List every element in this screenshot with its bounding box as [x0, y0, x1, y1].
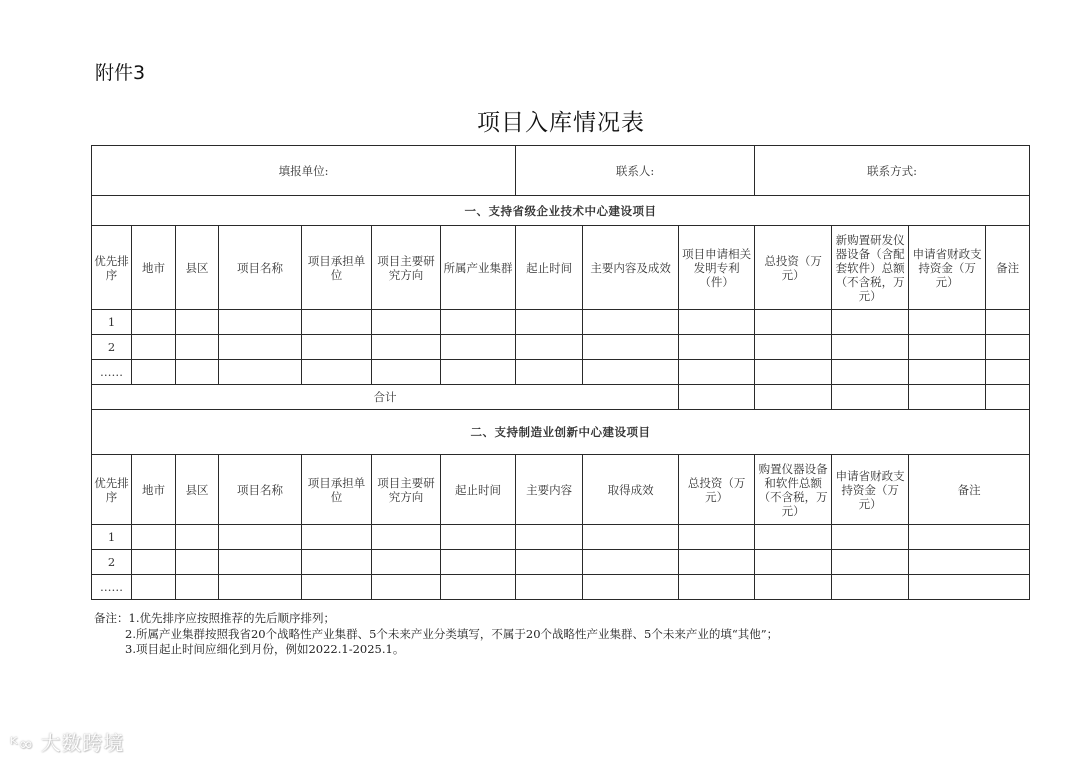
cell[interactable] — [302, 335, 372, 360]
cell[interactable] — [372, 360, 441, 385]
cell[interactable] — [176, 575, 219, 600]
row-priority: 1 — [92, 525, 132, 550]
watermark-logo-icon: ᴷ∞ — [10, 734, 35, 755]
cell[interactable] — [909, 525, 1030, 550]
cell[interactable] — [219, 575, 302, 600]
cell[interactable] — [441, 335, 516, 360]
row-priority: …… — [92, 575, 132, 600]
cell[interactable] — [679, 525, 755, 550]
cell[interactable] — [516, 310, 583, 335]
cell[interactable] — [176, 360, 219, 385]
cell[interactable] — [176, 550, 219, 575]
section2-row — [92, 575, 1030, 600]
section1-row — [92, 310, 1030, 335]
row-priority: 2 — [92, 550, 132, 575]
header-equipment-amount — [832, 226, 909, 310]
note-2: 2.所属产业集群按照我省20个战略性产业集群、5个未来产业分类填写，不属于20个战略性产业集群、5个未来产业的填“其他”； — [125, 626, 779, 641]
cell[interactable] — [583, 360, 679, 385]
cell[interactable] — [583, 310, 679, 335]
note-line-3 — [94, 642, 778, 658]
cell[interactable] — [302, 360, 372, 385]
fill-unit-label: 填报单位: — [278, 163, 329, 178]
header-period: 起止时间 — [516, 226, 583, 310]
cell[interactable] — [176, 310, 219, 335]
section2-title: 二、支持制造业创新中心建设项目 — [92, 410, 1030, 455]
document-title: 项目入库情况表 — [477, 110, 645, 136]
cell[interactable] — [132, 360, 176, 385]
notes — [94, 611, 778, 658]
header-fiscal-support: 申请省财政支持资金（万元） — [909, 226, 986, 310]
header-priority: 优先排序 — [92, 226, 132, 310]
cell[interactable] — [909, 360, 986, 385]
section2-header-row — [92, 455, 1030, 525]
cell[interactable] — [219, 335, 302, 360]
cell[interactable] — [986, 360, 1030, 385]
cell[interactable] — [302, 310, 372, 335]
cell[interactable] — [755, 360, 832, 385]
cell[interactable] — [372, 310, 441, 335]
header-county: 县区 — [176, 455, 219, 525]
header-research-direction: 项目主要研究方向 — [372, 226, 441, 310]
cell[interactable] — [372, 550, 441, 575]
cell[interactable] — [219, 550, 302, 575]
cell[interactable] — [832, 360, 909, 385]
header-project-name: 项目名称 — [219, 455, 302, 525]
cell[interactable] — [679, 310, 755, 335]
header-equipment-software-amount: 购置仪器设备和软件总额（不含税，万元） — [755, 455, 832, 525]
cell[interactable] — [516, 550, 583, 575]
cell[interactable] — [516, 525, 583, 550]
cell[interactable] — [302, 550, 372, 575]
header-fiscal-support: 申请省财政支持资金（万元） — [832, 455, 909, 525]
contact-person-label: 联系人: — [615, 163, 655, 178]
cell[interactable] — [986, 335, 1030, 360]
cell[interactable] — [832, 525, 909, 550]
header-results: 取得成效 — [583, 455, 679, 525]
total-equipment[interactable] — [832, 385, 909, 410]
cell[interactable] — [441, 525, 516, 550]
cell[interactable] — [219, 360, 302, 385]
header-equipment-amount-text: 新购置研发仪器设备（含配套软件）总额（不含税，万元） — [835, 232, 905, 303]
cell[interactable] — [372, 575, 441, 600]
note-1: 1.优先排序应按照推荐的先后顺序排列； — [128, 611, 335, 625]
contact-method-label: 联系方式: — [867, 163, 918, 178]
header-industry-cluster: 所属产业集群 — [441, 226, 516, 310]
row-priority: …… — [92, 360, 132, 385]
header-remarks: 备注 — [909, 455, 1030, 525]
cell[interactable] — [516, 360, 583, 385]
row-priority: 2 — [92, 335, 132, 360]
cell[interactable] — [441, 575, 516, 600]
cell[interactable] — [176, 525, 219, 550]
cell[interactable] — [909, 575, 1030, 600]
section1-row — [92, 335, 1030, 360]
cell[interactable] — [516, 575, 583, 600]
cell[interactable] — [755, 335, 832, 360]
cell[interactable] — [441, 550, 516, 575]
note-line-2 — [94, 627, 778, 643]
header-city: 地市 — [132, 226, 176, 310]
cell[interactable] — [679, 550, 755, 575]
section1-row — [92, 360, 1030, 385]
cell[interactable] — [832, 550, 909, 575]
cell[interactable] — [441, 310, 516, 335]
total-patents[interactable] — [679, 385, 755, 410]
watermark — [10, 727, 124, 756]
cell[interactable] — [755, 525, 832, 550]
notes-prefix: 备注： — [94, 611, 129, 625]
cell[interactable] — [832, 575, 909, 600]
cell[interactable] — [755, 310, 832, 335]
cell[interactable] — [302, 575, 372, 600]
header-period: 起止时间 — [441, 455, 516, 525]
cell[interactable] — [755, 550, 832, 575]
cell[interactable] — [986, 310, 1030, 335]
cell[interactable] — [176, 335, 219, 360]
cell[interactable] — [132, 575, 176, 600]
section2-title-row — [92, 410, 1030, 455]
note-3: 3.项目起止时间应细化到月份，例如2022.1-2025.1。 — [125, 642, 405, 656]
info-row — [92, 146, 1030, 196]
cell[interactable] — [132, 335, 176, 360]
header-remarks: 备注 — [986, 226, 1030, 310]
cell[interactable] — [679, 360, 755, 385]
cell[interactable] — [302, 525, 372, 550]
cell[interactable] — [909, 335, 986, 360]
attachment-label: 附件3 — [95, 62, 146, 84]
header-undertaking-unit: 项目承担单位 — [302, 226, 372, 310]
section2-row — [92, 550, 1030, 575]
project-table — [91, 145, 1030, 600]
header-priority: 优先排序 — [92, 455, 132, 525]
header-main-content: 主要内容 — [516, 455, 583, 525]
cell[interactable] — [909, 550, 1030, 575]
cell[interactable] — [832, 335, 909, 360]
cell[interactable] — [755, 575, 832, 600]
header-total-investment: 总投资（万元） — [679, 455, 755, 525]
header-county: 县区 — [176, 226, 219, 310]
section1-header-row — [92, 226, 1030, 310]
cell[interactable] — [219, 525, 302, 550]
cell[interactable] — [132, 550, 176, 575]
cell[interactable] — [441, 360, 516, 385]
contact-method-field[interactable] — [755, 146, 1030, 196]
header-total-investment: 总投资（万元） — [755, 226, 832, 310]
total-investment[interactable] — [755, 385, 832, 410]
fill-unit-field[interactable] — [92, 146, 516, 196]
total-remarks[interactable] — [986, 385, 1030, 410]
cell[interactable] — [909, 310, 986, 335]
contact-person-field[interactable] — [516, 146, 755, 196]
cell[interactable] — [132, 525, 176, 550]
cell[interactable] — [583, 550, 679, 575]
header-city: 地市 — [132, 455, 176, 525]
cell[interactable] — [372, 335, 441, 360]
section2-row — [92, 525, 1030, 550]
header-project-name: 项目名称 — [219, 226, 302, 310]
cell[interactable] — [372, 525, 441, 550]
header-research-direction: 项目主要研究方向 — [372, 455, 441, 525]
cell[interactable] — [132, 310, 176, 335]
header-undertaking-unit: 项目承担单位 — [302, 455, 372, 525]
header-content-results: 主要内容及成效 — [583, 226, 679, 310]
section1-title: 一、支持省级企业技术中心建设项目 — [92, 196, 1030, 226]
header-patents: 项目申请相关发明专利（件） — [679, 226, 755, 310]
cell[interactable] — [679, 335, 755, 360]
cell[interactable] — [516, 335, 583, 360]
note-line-1 — [94, 611, 778, 627]
cell[interactable] — [679, 575, 755, 600]
row-priority: 1 — [92, 310, 132, 335]
section1-total-row — [92, 385, 1030, 410]
section1-title-row — [92, 196, 1030, 226]
cell[interactable] — [832, 310, 909, 335]
cell[interactable] — [583, 335, 679, 360]
watermark-text: 大数跨境 — [40, 731, 125, 755]
total-fiscal-support[interactable] — [909, 385, 986, 410]
cell[interactable] — [219, 310, 302, 335]
cell[interactable] — [583, 525, 679, 550]
cell[interactable] — [583, 575, 679, 600]
total-label: 合计 — [92, 385, 679, 410]
